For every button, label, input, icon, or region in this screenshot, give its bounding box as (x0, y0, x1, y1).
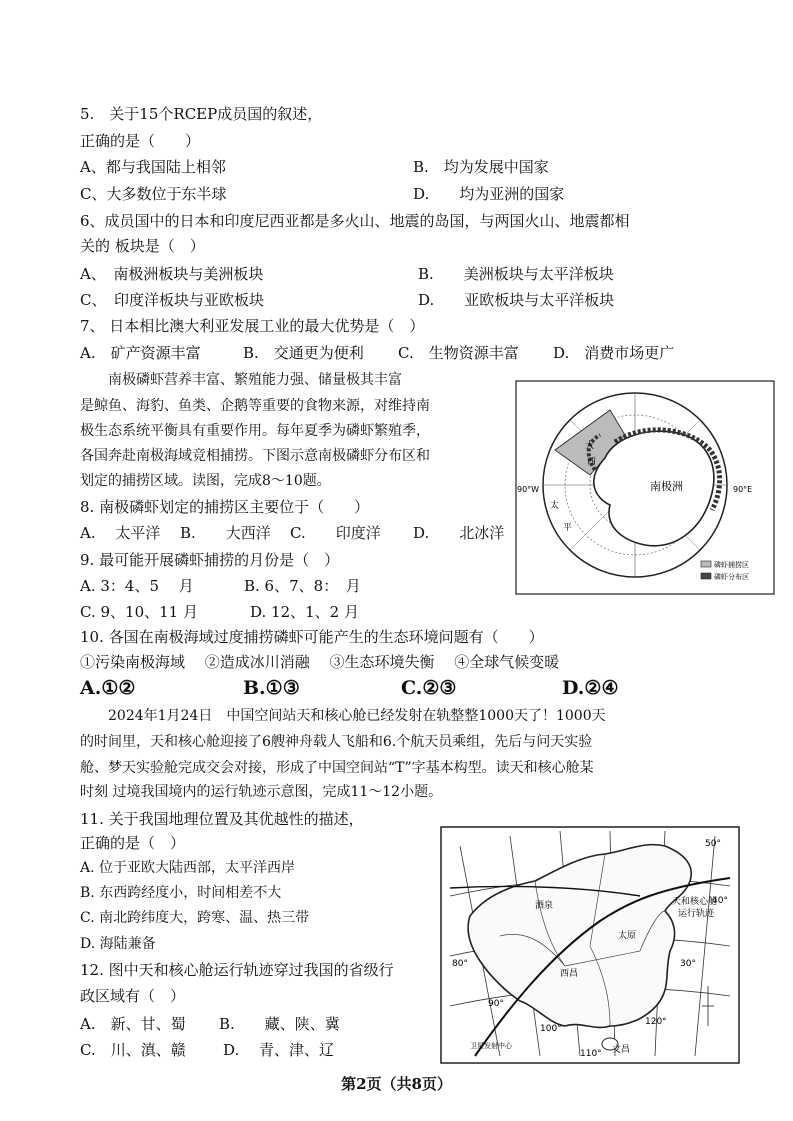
lon-100-label: 100° (540, 1024, 562, 1034)
q11-option-b: B. 东西跨经度小，时间相差不大 (80, 885, 282, 901)
legend-fishing-area: 磷虾捕捞区 (714, 561, 749, 569)
q10-items: ①污染南极海域 ②造成冰川消融 ③生态环境失衡 ④全球气候变暖 (80, 653, 560, 671)
q6-option-d: D. 亚欧板块与太平洋板块 (418, 291, 615, 309)
q8-option-b: B. 大西洋 (180, 524, 271, 542)
q12-stem: 12. 图中天和核心舱运行轨迹穿过我国的省级行 (80, 961, 394, 979)
station-passage-line-4: 时刻 过境我国境内的运行轨迹示意图，完成11～12小题。 (80, 784, 443, 800)
lon-90-label: 90° (488, 999, 504, 1009)
q10-option-b: B.①③ (243, 677, 300, 699)
q9-stem: 9. 最可能开展磷虾捕捞的月份是（ ） (80, 551, 340, 569)
q11-option-a: A. 位于亚欧大陆西部，太平洋西岸 (80, 860, 296, 876)
q6-stem-cont: 关的 板块是（ ） (80, 237, 205, 255)
krill-passage-line-4: 各国奔赴南极海域竞相捕捞。下图示意南极磷虾分布区和 (80, 448, 430, 464)
q11-option-d: D. 海陆兼备 (80, 936, 156, 952)
city-wenchang: 文昌 (612, 1045, 631, 1055)
lat-50-label: 50° (705, 839, 721, 849)
q5-option-d: D. 均为亚洲的国家 (413, 185, 565, 203)
legend-distribution-area: 磷虾分布区 (714, 573, 749, 581)
q8-option-a: A. 太平洋 (80, 524, 161, 542)
q12-option-d: D. 青、津、辽 (223, 1041, 335, 1059)
q8-option-c: C. 印度洋 (290, 524, 381, 542)
q12-option-a: A. 新、甘、蜀 (80, 1015, 186, 1033)
q10-option-a: A.①② (80, 677, 136, 699)
lat-40-label: 40° (712, 896, 728, 906)
lat-30-label: 30° (680, 959, 696, 969)
lon-120-label: 120° (645, 1017, 667, 1027)
ocean-char-4: 平 (563, 523, 573, 533)
krill-passage-line-5: 划定的捕捞区域。读图，完成8～10题。 (80, 473, 331, 489)
ocean-char-1: 大 (585, 441, 595, 451)
page-footer: 第2页（共8页） (341, 1075, 452, 1093)
q11-stem-cont: 正确的是（ ） (80, 834, 186, 852)
q5-stem-cont: 正确的是（ ） (80, 132, 201, 150)
q9-option-c: C. 9、10、11 月 (80, 603, 198, 621)
q5-stem: 5. 关于15个RCEP成员国的叙述， (80, 105, 323, 123)
q11-option-c: C. 南北跨纬度大，跨寒、温、热三带 (80, 910, 310, 926)
q8-stem: 8. 南极磷虾划定的捕捞区主要位于（ ） (80, 498, 370, 516)
q6-option-b: B. 美洲板块与太平洋板块 (418, 265, 614, 283)
q12-stem-cont: 政区域有（ ） (80, 987, 186, 1005)
city-xichang: 西昌 (560, 969, 579, 979)
q5-option-b: B. 均为发展中国家 (413, 158, 549, 176)
ocean-char-3: 太 (550, 501, 560, 511)
q9-option-a: A. 3：4、5 月 (80, 577, 194, 595)
ocean-char-2: 西 (587, 457, 597, 467)
q7-option-b: B. 交通更为便利 (243, 344, 364, 362)
station-passage-line-3: 舱、梦天实验舱完成交会对接，形成了中国空间站“T”字基本构型。读天和核心舱某 (80, 760, 594, 776)
krill-passage-line-2: 是鲸鱼、海豹、鱼类、企鹅等重要的食物来源，对维持南 (80, 398, 430, 414)
station-passage-line-2: 的时间里，天和核心舱迎接了6艘神舟载人飞船和6.个航天员乘组，先后与问天实验 (80, 734, 593, 750)
launch-center-caption: 卫星发射中心 (470, 1042, 512, 1050)
q10-option-c: C.②③ (401, 677, 457, 699)
track-label-1: 天和核心舱 (672, 897, 718, 907)
q12-option-b: B. 藏、陕、冀 (219, 1015, 340, 1033)
lon-left-label: 90°W (517, 485, 540, 494)
q9-option-b: B. 6、7、8： 月 (244, 577, 361, 595)
q7-option-a: A. 矿产资源丰富 (80, 344, 201, 362)
q7-option-d: D. 消费市场更广 (553, 344, 675, 362)
city-taiyuan: 太原 (618, 931, 637, 941)
q7-stem: 7、 日本相比澳大利亚发展工业的最大优势是（ ） (80, 317, 425, 335)
q5-option-a: A、都与我国陆上相邻 (80, 158, 226, 176)
q8-option-d: D. 北冰洋 (413, 524, 505, 542)
q7-option-c: C. 生物资源丰富 (398, 344, 519, 362)
lon-110-label: 110° (580, 1049, 602, 1059)
station-passage-line-1: 2024年1月24日 中国空间站天和核心舱已经发射在轨整整1000天了！1000天 (80, 708, 606, 724)
q6-option-a: A、 南极洲板块与美洲板块 (80, 265, 264, 283)
q11-stem: 11. 关于我国地理位置及其优越性的描述， (80, 810, 364, 828)
q6-stem: 6、成员国中的日本和印度尼西亚都是多火山、地震的岛国，与两国火山、地震都相 (80, 212, 630, 230)
q10-option-d: D.②④ (562, 677, 619, 699)
krill-passage-line-1: 南极磷虾营养丰富、繁殖能力强、储量极其丰富 (80, 372, 402, 388)
city-jiuquan: 酒泉 (535, 901, 554, 911)
continent-label: 南极洲 (650, 480, 683, 493)
china-orbit-map (440, 826, 740, 1064)
q6-option-c: C、 印度洋板块与亚欧板块 (80, 291, 264, 309)
q12-option-c: C. 川、滇、赣 (80, 1041, 186, 1059)
q10-stem: 10. 各国在南极海域过度捕捞磷虾可能产生的生态环境问题有（ ） (80, 628, 544, 646)
q9-option-d: D. 12、1、2 月 (250, 603, 359, 621)
antarctic-krill-map (515, 380, 775, 595)
track-label-2: 运行轨迹 (678, 909, 715, 919)
q5-option-c: C、大多数位于东半球 (80, 185, 227, 203)
krill-passage-line-3: 极生态系统平衡具有重要作用。每年夏季为磷虾繁殖季， (80, 423, 430, 439)
lon-80-label: 80° (452, 959, 468, 969)
lon-right-label: 90°E (733, 485, 753, 494)
